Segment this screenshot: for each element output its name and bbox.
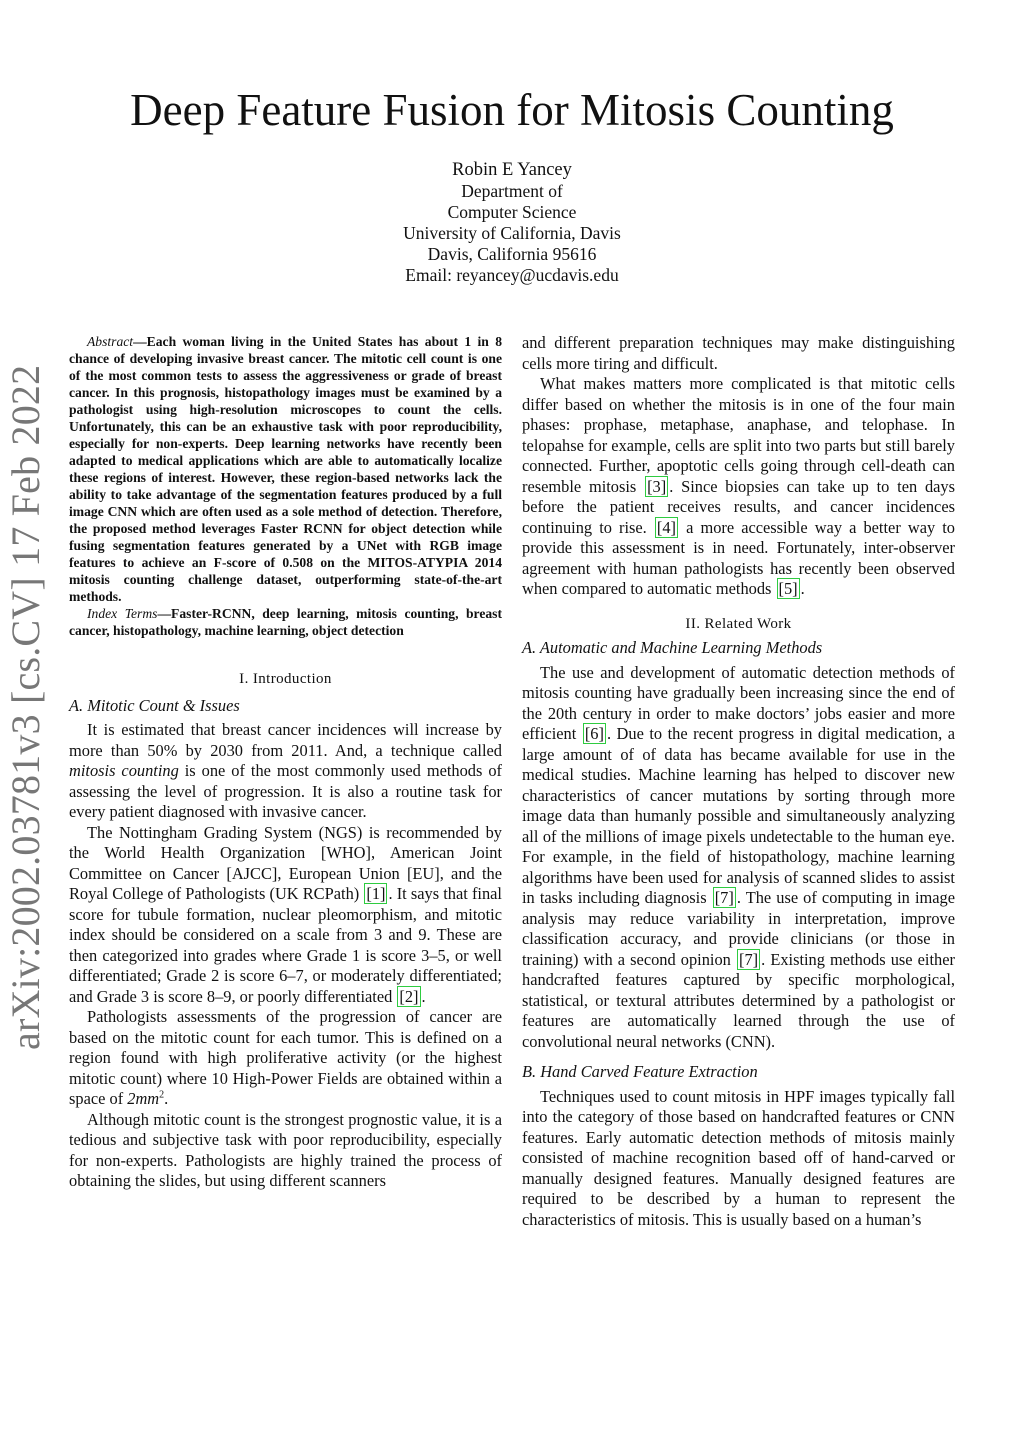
author-email: Email: reyancey@ucdavis.edu	[405, 265, 619, 285]
author-block	[0, 160, 1024, 286]
text-run: The use and development of automatic detection methods of mitosis counting have gradually been increasing since the end of the 20th century in order to make doctors’ jobs easier and more efficient	[522, 662, 955, 743]
emphasis: mitosis counting	[69, 761, 179, 780]
citation-link[interactable]: [7]	[738, 949, 759, 969]
citation-link[interactable]: [3]	[647, 476, 667, 496]
arxiv-id-text: arXiv:2002.03781v3 [cs.CV] 17 Feb 2022	[3, 364, 48, 1050]
subsection-heading: A. Automatic and Machine Learning Methods	[522, 638, 823, 657]
abstract-label: Abstract	[87, 334, 134, 349]
citation-link[interactable]: [6]	[584, 724, 604, 743]
citation-link[interactable]: [2]	[399, 986, 419, 1006]
citation-link[interactable]: [1]	[366, 884, 386, 903]
paragraph	[69, 823, 502, 1008]
section-heading-related-work: II. Related Work	[685, 615, 792, 632]
text-run: . Since biopsies can take up to ten days before the patient receives results, and cancer incidences continuing to rise.	[522, 476, 955, 537]
author-affiliation: University of California, Davis	[403, 223, 621, 243]
text-run: It is estimated that breast cancer incidences will increase by more than 50% by 2030 from 2011. And, a technique called	[69, 720, 502, 760]
paper-title: Deep Feature Fusion for Mitosis Counting	[130, 85, 894, 135]
paragraph: Techniques used to count mitosis in HPF images typically fall into the category of those based on handcrafted features or CNN features. Early automatic detection methods of mitosis mainly consisted of machine recognition based off of hand-carved or manually designed features. Manually designed features are required to be described by a human to represent the characteristics of mitosis. This is usually based on a human’s	[522, 1086, 955, 1229]
author-affiliation: Computer Science	[447, 202, 577, 222]
math-superscript: 2	[159, 1089, 165, 1101]
paragraph	[522, 663, 955, 1053]
text-run: . Existing methods use either handcrafted features captured by specific morphological, statistical, or textural attributes determined by a pathologist or features are automatically learned through the use of convolutional neural networks (CNN).	[522, 949, 955, 1051]
index-terms-label: Index Terms	[87, 606, 158, 621]
left-column	[69, 333, 502, 1192]
text-run: What makes matters more complicated is that mitotic cells differ based on whether the mitosis is in one of the four main phases: prophase, metaphase, anaphase, and telophase. In telopahse for example, cells are split into two parts but still barely connected. Further, apoptotic cells going through cell-death can resemble mitosis	[522, 374, 955, 496]
text-run: . It says that final score for tubule formation, nuclear pleomorphism, and mitotic index should be considered on a scale from 3 and 9. These are then categorized into grades where Grade 1 is score 3–5, or well differentiated; Grade 2 is score 6–7, or moderately differentiated; and Grade 3 is score 8–9, or poorly differentiated	[69, 884, 502, 1006]
abstract-text: —Each woman living in the United States has about 1 in 8 chance of developing invasive breast cancer. The mitotic cell count is one of the most common tests to assess the aggressiveness or grade of breast cancer. In this prognosis, histopathology images must be examined by a pathologist using high-resolution microscopes to count the cells. Unfortunately, this can be an exhaustive task with poor reproducibility, especially for non-experts. Deep learning networks have recently been adapted to medical applications which are able to automatically localize these regions of interest. However, these region-based networks lack the ability to take advantage of the segmentation features produced by a full image CNN which are often used as a sole method of detection. Therefore, the proposed method leverages Faster RCNN for object detection while fusing segmentation features generated by a UNet with RGB image features to achieve an F-score of 0.508 on the MITOS-ATYPIA 2014 mitosis counting challenge dataset, outperforming state-of-the-art methods.	[69, 334, 502, 604]
citation-link[interactable]: [7]	[714, 888, 734, 907]
author-affiliation: Davis, California 95616	[427, 244, 597, 264]
text-run: . Due to the recent progress in digital medication, a large amount of of data has became available for use in the medical studies. Machine learning has helped to discover new characteristics of cancer mutations by sorting through more image data than humanly possible and simultaneously analyzing all of the millions of image pixels undetectable to the human eye. For example, in the field of histopathology, machine learning algorithms have been used for analysis of scanned slides to assist in tasks including diagnosis	[522, 724, 955, 907]
text-run: a more accessible way a better way to provide this assessment is in need. Fortunately, inter-observer agreement with human pathologists has recently been observed when compared to automatic methods	[522, 517, 955, 598]
text-run: is one of the most commonly used methods of assessing the level of progression. It is also a routine task for every patient diagnosed with invasive cancer.	[69, 761, 502, 821]
subsection-heading: B. Hand Carved Feature Extraction	[522, 1062, 758, 1081]
text-run: .	[164, 1089, 169, 1108]
paragraph	[69, 720, 502, 823]
author-affiliation: Department of	[461, 181, 563, 201]
citation-link[interactable]: [4]	[656, 517, 676, 537]
math-expression: 2mm	[127, 1089, 160, 1108]
abstract	[69, 333, 502, 605]
paragraph: Although mitotic count is the strongest prognostic value, it is a tedious and subjective task with poor reproducibility, especially for non-experts. Pathologists are highly trained the process of obtaining the slides, but using different scanners	[69, 1109, 502, 1190]
subsection-heading: A. Mitotic Count & Issues	[69, 695, 240, 715]
paragraph	[69, 1007, 502, 1110]
text-run: .	[800, 579, 805, 598]
paragraph: and different preparation techniques may make distinguishing cells more tiring and difficult.	[522, 333, 955, 373]
citation-link[interactable]: [5]	[778, 579, 798, 598]
text-run: Pathologists assessments of the progression of cancer are based on the mitotic count for each tumor. This is defined on a region found with high proliferative activity (or the highest mitotic count) where 10 High-Power Fields are obtained within a space of	[69, 1007, 502, 1108]
text-run: . The use of computing in image analysis may reduce variability in interpretation, improve classification accuracy, and provide clinicians (or those in training) with a second opinion	[522, 888, 955, 969]
index-terms-text: —Faster-RCNN, deep learning, mitosis counting, breast cancer, histopathology, machine learning, object detection	[69, 606, 502, 638]
text-run: The Nottingham Grading System (NGS) is recommended by the World Health Organization [WHO], American Joint Committee on Cancer [AJCC], European Union [EU], and the Royal College of Pathologists (UK RCPath)	[69, 822, 502, 903]
author-name: Robin E Yancey	[452, 160, 572, 180]
paragraph	[522, 374, 955, 600]
text-run: .	[421, 986, 426, 1006]
index-terms	[69, 605, 502, 639]
right-column	[522, 333, 955, 1230]
section-heading-introduction: I. Introduction	[239, 671, 332, 687]
